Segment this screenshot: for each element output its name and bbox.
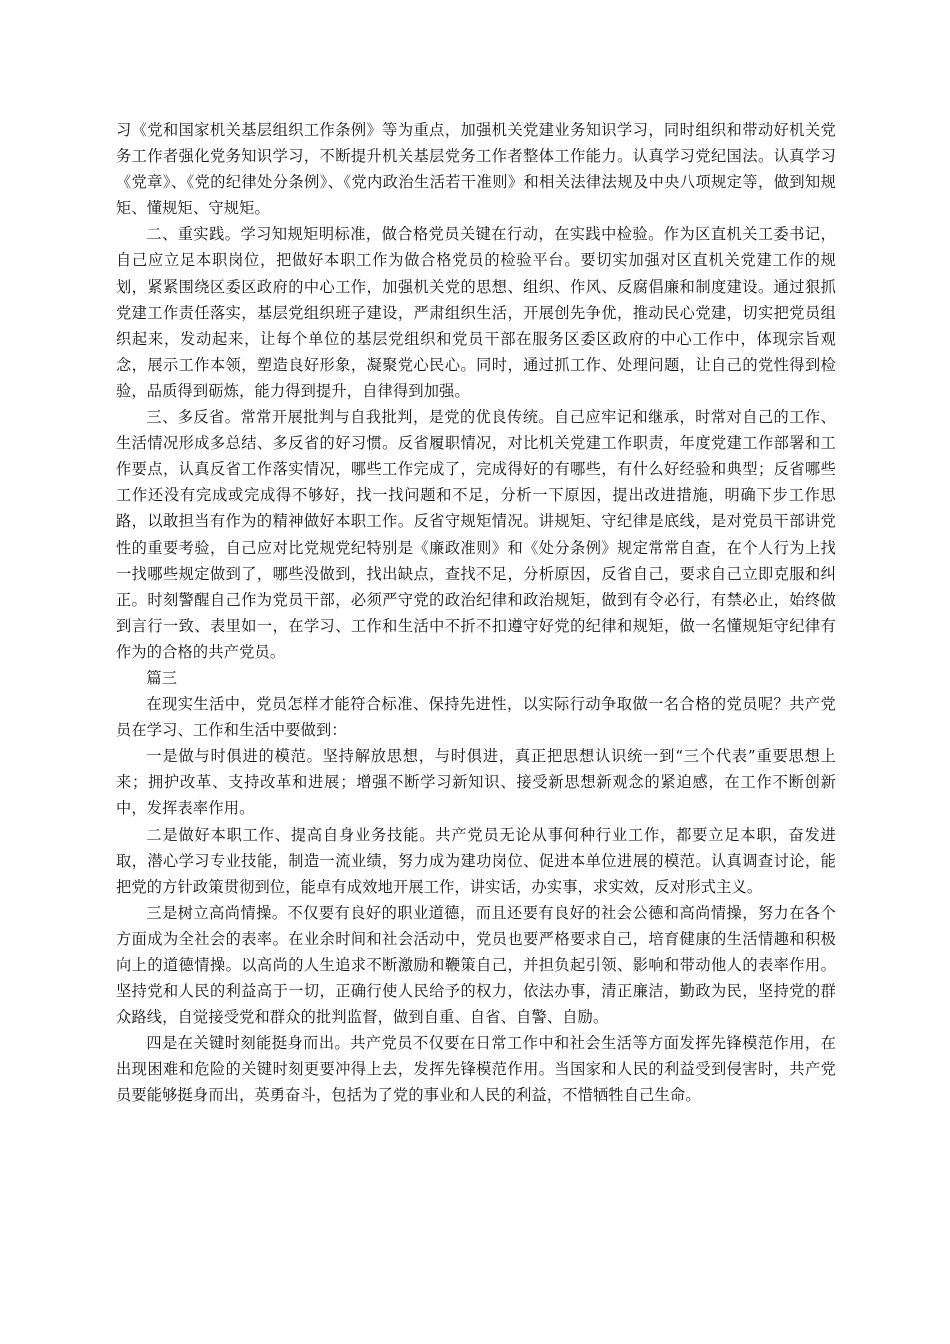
paragraph-section-3: 三、多反省。常常开展批判与自我批判，是党的优良传统。自己应牢记和继承，时常对自己的工作、生活情况形成多总结、多反省的好习惯。反省履职情况，对比机关党建工作职责，年度党建工作部署和工作要点，认真反省工作落实情况，哪些工作完成了，完成得好的有哪些，有什么好经验和典型；反省哪些工作还没有完成或完成得不够好，找一找问题和不足，分析一下原因，提出改进措施，明确下步工作思路，以敢担当有作为的精神做好本职工作。反省守规矩情况。讲规矩、守纪律是底线，是对党员干部讲党性的重要考验，自己应对比党规党纪特别是《廉政准则》和《处分条例》规定常常自查，在个人行为上找一找哪些规定做到了，哪些没做到，找出缺点，查找不足，分析原因，反省自己，要求自己立即克服和纠正。时刻警醒自己作为党员干部，必须严守党的政治纪律和政治规矩，做到有令必行，有禁必止，始终做到言行一致、表里如一，在学习、工作和生活中不折不扣遵守好党的纪律和规矩，做一名懂规矩守纪律有作为的合格的共产党员。 <box>116 408 836 661</box>
paragraph-continuation: 习《党和国家机关基层组织工作条例》等为重点，加强机关党建业务知识学习，同时组织和带动好机关党务工作者强化党务知识学习，不断提升机关基层党务工作者整体工作能力。认真学习党纪国法。认真学习《党章》、《党的纪律处分条例》、《党内政治生活若干准则》和相关法律法规及中央八项规定等，做到知规矩、懂规矩、守规矩。 <box>116 121 836 218</box>
paragraph-section-2: 二、重实践。学习知规矩明标准，做合格党员关键在行动，在实践中检验。作为区直机关工委书记，自己应立足本职岗位，把做好本职工作为做合格党员的检验平台。要切实加强对区直机关党建工作的规划，紧紧围绕区委区政府的中心工作，加强机关党的思想、组织、作风、反腐倡廉和制度建设。通过狠抓党建工作责任落实，基层党组织班子建设，严肃组织生活，开展创先争优，推动民心党建，切实把党员组织起来，发动起来，让每个单位的基层党组织和党员干部在服务区委区政府的中心工作中，体现宗旨观念，展示工作本领，塑造良好形象，凝聚党心民心。同时，通过抓工作、处理问题，让自己的党性得到检验，品质得到砺炼，能力得到提升，自律得到加强。 <box>116 225 836 400</box>
paragraph-point-1: 一是做与时俱进的模范。坚持解放思想，与时俱进，真正把思想认识统一到“三个代表”重要思想上来；拥护改革、支持改革和进展；增强不断学习新知识、接受新思想新观念的紧迫感，在工作不断创新中，发挥表率作用。 <box>116 747 836 818</box>
paragraph-intro: 在现实生活中，党员怎样才能符合标准、保持先进性，以实际行动争取做一名合格的党员呢？共产党员在学习、工作和生活中要做到： <box>116 695 836 740</box>
paragraph-point-4: 四是在关键时刻能挺身而出。共产党员不仅要在日常工作中和社会生活等方面发挥先锋模范作用，在出现困难和危险的关键时刻更要冲得上去，发挥先锋模范作用。当国家和人民的利益受到侵害时，共产党员要能够挺身而出，英勇奋斗，包括为了党的事业和人民的利益，不惜牺牲自己生命。 <box>116 1034 836 1105</box>
paragraph-point-3: 三是树立高尚情操。不仅要有良好的职业道德，而且还要有良好的社会公德和高尚情操，努力在各个方面成为全社会的表率。在业余时间和社会活动中，党员也要严格要求自己，培育健康的生活情趣和积极向上的道德情操。以高尚的人生追求不断激励和鞭策自己，并担负起引领、影响和带动他人的表率作用。坚持党和人民的利益高于一切，正确行使人民给予的权力，依法办事，清正廉洁，勤政为民，坚持党的群众路线，自觉接受党和群众的批判监督，做到自重、自省、自警、自励。 <box>116 903 836 1027</box>
document-body <box>116 117 836 1109</box>
paragraph-point-2: 二是做好本职工作、提高自身业务技能。共产党员无论从事何种行业工作，都要立足本职，奋发进取，潜心学习专业技能，制造一流业绩，努力成为建功岗位、促进本单位进展的模范。认真调查讨论，能把党的方针政策贯彻到位，能卓有成效地开展工作，讲实话，办实事，求实效，反对形式主义。 <box>116 825 836 896</box>
section-heading: 篇三 <box>146 668 178 687</box>
